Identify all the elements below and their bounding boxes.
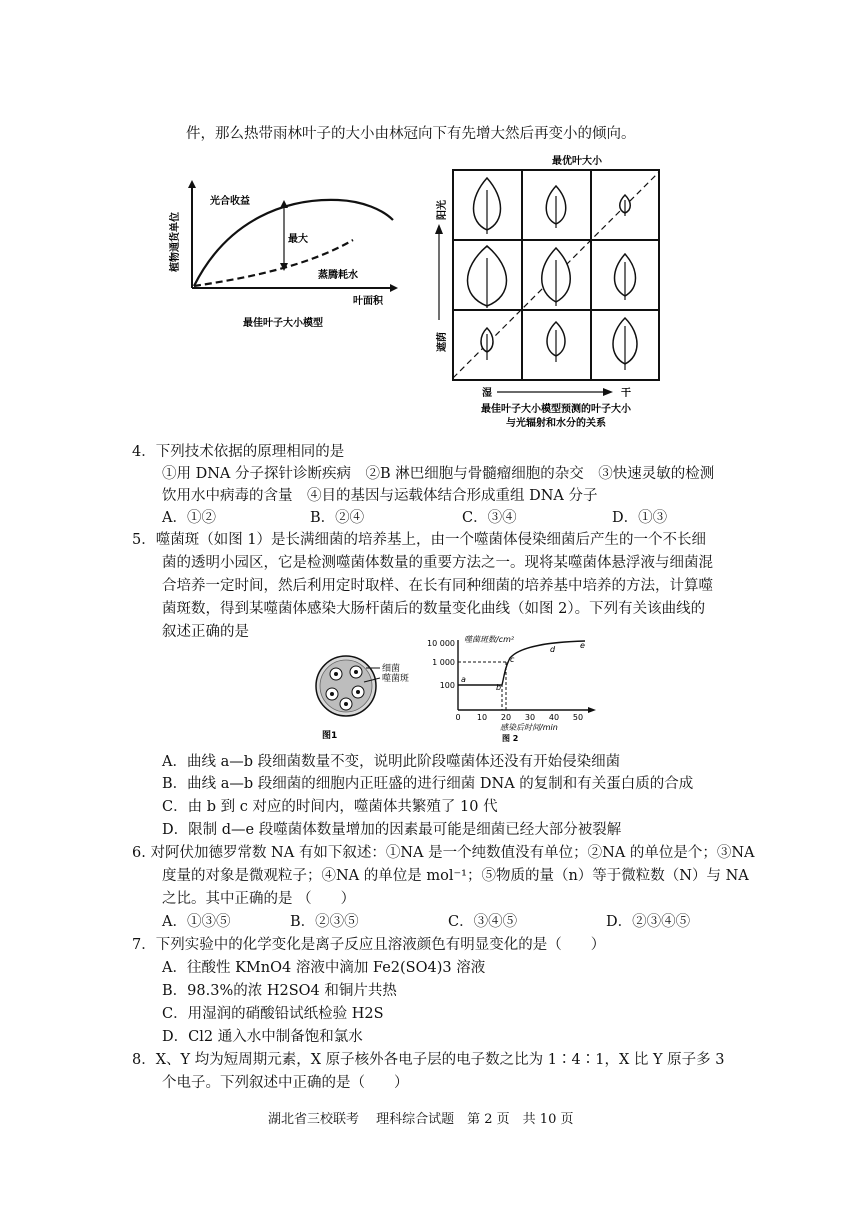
grid-title: 最优叶大小 bbox=[552, 156, 602, 167]
q4-line1: ①用 DNA 分子探针诊断疾病 ②B 淋巴细胞与骨髓瘤细胞的杂交 ③快速灵敏的检测 bbox=[162, 466, 715, 482]
fig2-ytick-10000: 10 000 bbox=[427, 639, 455, 648]
fig2-xtick: 50 bbox=[572, 713, 584, 722]
q6-option-a: A．①③⑤ bbox=[162, 914, 231, 930]
q5-line2: 菌的透明小园区，它是检测噬菌体数量的重要方法之一。现将某噬菌体悬浮液与细菌混 bbox=[162, 555, 713, 571]
optimal-leaf-size-grid-figure bbox=[425, 150, 675, 440]
q4-option-b: B．②④ bbox=[310, 510, 365, 526]
q4-option-a: A．①② bbox=[162, 510, 216, 526]
fig2-ytick-1000: 1 000 bbox=[432, 658, 455, 667]
point-d: d bbox=[550, 645, 556, 654]
fig2-xtick: 0 bbox=[455, 713, 461, 722]
fig2-caption: 图 2 bbox=[502, 734, 519, 743]
q5-option-b: B．曲线 a—b 段细菌的细胞内正旺盛的进行细菌 DNA 的复制和有关蛋白质的合成 bbox=[162, 776, 694, 792]
fig2-ylabel: 噬菌斑数/cm² bbox=[464, 635, 515, 644]
q5-line3: 合培养一定时间，然后利用定时取样、在长有同种细菌的培养基中培养的方法，计算噬 bbox=[162, 578, 713, 594]
leaf-size-model-figure bbox=[168, 178, 408, 338]
left-fig-caption: 最佳叶子大小模型 bbox=[243, 318, 323, 329]
q7-option-c: C．用湿润的硝酸铅试纸检验 H2S bbox=[162, 1006, 384, 1022]
q4-stem: 4．下列技术依据的原理相同的是 bbox=[132, 444, 345, 460]
grid-y-bottom-label: 遮荫 bbox=[437, 332, 448, 352]
left-fig-xlabel: 叶面积 bbox=[353, 296, 383, 307]
left-fig-max-label: 最大 bbox=[288, 234, 308, 245]
grid-x-right-label: 干 bbox=[621, 388, 631, 399]
phage-curve bbox=[458, 641, 585, 685]
q4-option-c: C．③④ bbox=[462, 510, 517, 526]
left-fig-ylabel: 植物通货单位 bbox=[170, 212, 181, 272]
q7-stem: 7．下列实验中的化学变化是离子反应且溶液颜色有明显变化的是（ ） bbox=[132, 937, 606, 953]
fig2-xtick: 20 bbox=[500, 713, 512, 722]
fig1-bacteria-label: 细菌 bbox=[382, 664, 401, 674]
q5-option-d: D．限制 d—e 段噬菌体数量增加的因素最可能是细菌已经大部分被裂解 bbox=[162, 822, 622, 838]
q5-line4: 菌斑数，得到某噬菌体感染大肠杆菌后的数量变化曲线（如图 2）。下列有关该曲线的 bbox=[162, 601, 706, 617]
grid-caption-1: 最佳叶子大小模型预测的叶子大小 bbox=[481, 404, 631, 415]
x-axis-arrow bbox=[390, 284, 398, 292]
point-a: a bbox=[461, 675, 466, 684]
fig1-plaque-label: 噬菌斑 bbox=[382, 674, 410, 684]
q8-line2: 个电子。下列叙述中正确的是（ ） bbox=[162, 1075, 409, 1091]
q6-option-d: D．②③④⑤ bbox=[606, 914, 691, 930]
point-e: e bbox=[580, 641, 585, 650]
grid-caption-2: 与光辐射和水分的关系 bbox=[506, 418, 606, 429]
y-axis-arrow bbox=[188, 180, 196, 188]
left-fig-loss-label: 蒸腾耗水 bbox=[318, 270, 358, 281]
q6-option-c: C．③④⑤ bbox=[448, 914, 518, 930]
phage-growth-chart bbox=[420, 632, 600, 744]
q6-line3: 之比。其中正确的是 （ ） bbox=[162, 891, 356, 907]
q5-option-c: C．由 b 到 c 对应的时间内，噬菌体共繁殖了 10 代 bbox=[162, 799, 498, 815]
q6-line1: 6. 对阿伏加德罗常数 NA 有如下叙述：①NA 是一个纯数值没有单位；②NA 的单位是个；③NA bbox=[132, 845, 755, 861]
fig2-xlabel: 感染后时间/min bbox=[500, 723, 558, 732]
fig2-xtick: 30 bbox=[524, 713, 536, 722]
q6-line2: 度量的对象是微观粒子；④NA 的单位是 mol⁻¹；⑤物质的量（n）等于微粒数（N）与 NA bbox=[162, 868, 749, 884]
grid-y-top-label: 阳光 bbox=[437, 200, 448, 220]
plaque-dish-figure bbox=[310, 648, 430, 740]
fig2-ytick-100: 100 bbox=[439, 681, 455, 690]
q4-option-d: D．①③ bbox=[612, 510, 668, 526]
fig2-xtick: 10 bbox=[476, 713, 488, 722]
point-b: b bbox=[496, 683, 502, 692]
page-footer: 湖北省三校联考 理科综合试题 第 2 页 共 10 页 bbox=[268, 1112, 574, 1127]
q7-option-b: B．98.3%的浓 H2SO4 和铜片共热 bbox=[162, 983, 397, 999]
grid-x-left-label: 湿 bbox=[482, 388, 492, 399]
q4-line2: 饮用水中病毒的含量 ④目的基因与运载体结合形成重组 DNA 分子 bbox=[162, 488, 598, 504]
q5-option-a: A．曲线 a—b 段细菌数量不变，说明此阶段噬菌体还没有开始侵染细菌 bbox=[162, 754, 621, 770]
q8-line1: 8．X、Y 均为短周期元素，X 原子核外各电子层的电子数之比为 1∶4∶1，X 比 Y 原子多 3 bbox=[132, 1052, 725, 1068]
q5-line1: 5．噬菌斑（如图 1）是长满细菌的培养基上，由一个噬菌体侵染细菌后产生的一个不长细 bbox=[132, 532, 707, 548]
q6-option-b: B．②③⑤ bbox=[290, 914, 359, 930]
fig1-caption: 图1 bbox=[322, 731, 338, 740]
q5-line5: 叙述正确的是 bbox=[162, 624, 249, 640]
point-c: c bbox=[510, 655, 515, 664]
q7-option-a: A．往酸性 KMnO4 溶液中滴加 Fe2(SO4)3 溶液 bbox=[162, 960, 486, 976]
fig2-xtick: 40 bbox=[548, 713, 560, 722]
q7-option-d: D．Cl2 通入水中制备饱和氯水 bbox=[162, 1029, 363, 1045]
left-fig-gain-label: 光合收益 bbox=[210, 196, 250, 207]
intro-line: 件，那么热带雨林叶子的大小由林冠向下有先增大然后再变小的倾向。 bbox=[186, 126, 636, 142]
